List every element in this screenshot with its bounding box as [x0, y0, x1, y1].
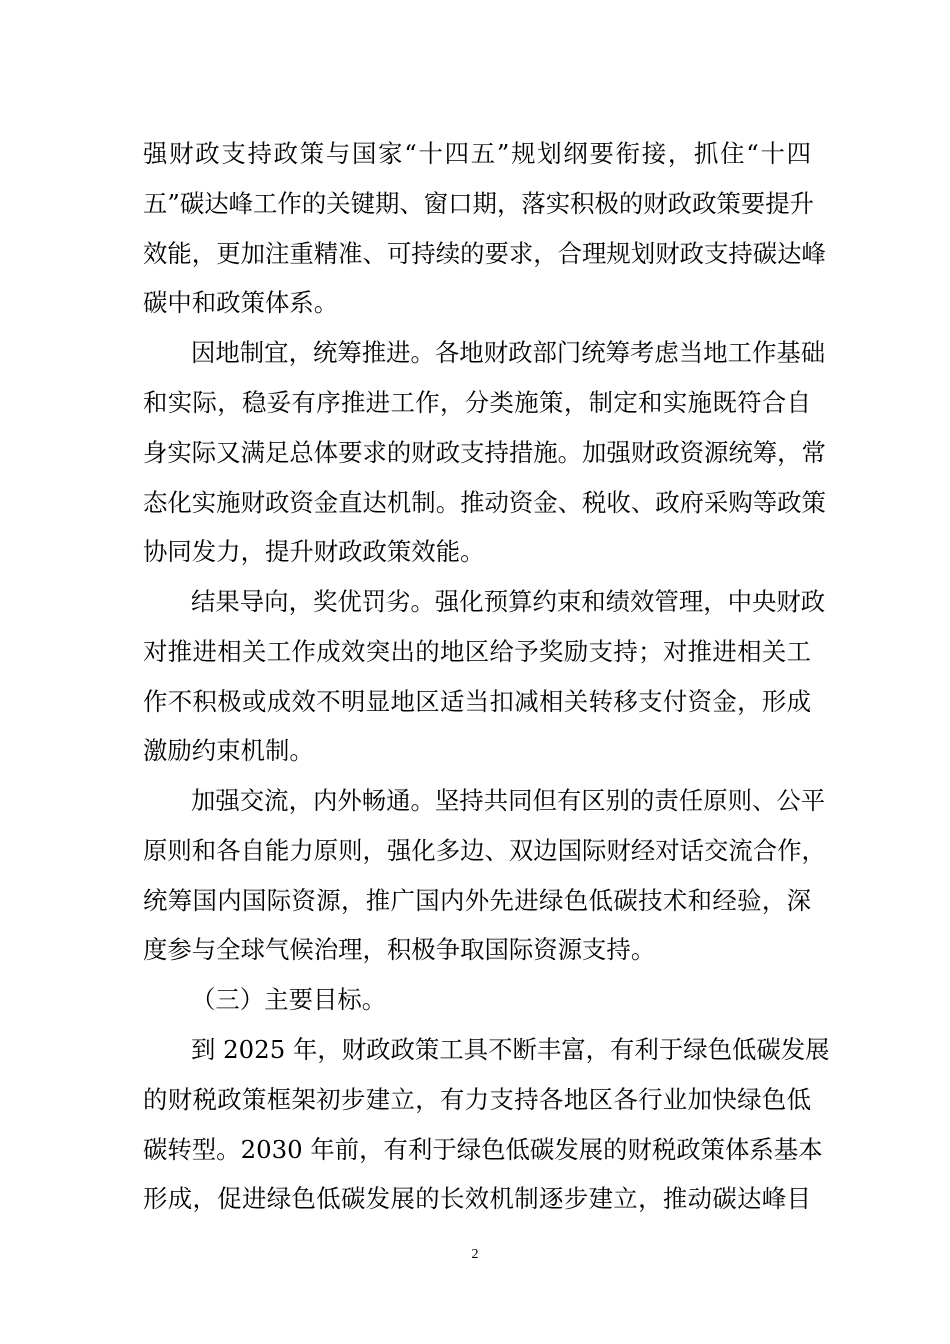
text-line: 强财政支持政策与国家“十四五”规划纲要衔接，抓住“十四: [143, 139, 811, 168]
section-heading: （三）主要目标。: [191, 985, 387, 1014]
text-line: 激励约束机制。: [143, 736, 314, 765]
text-line: 对推进相关工作成效突出的地区给予奖励支持；对推进相关工: [143, 637, 811, 666]
text-line: 到 2025 年，财政政策工具不断丰富，有利于绿色低碳发展: [191, 1035, 830, 1064]
text-line: 结果导向，奖优罚劣。强化预算约束和绩效管理，中央财政: [191, 587, 826, 616]
text-line: 身实际又满足总体要求的财政支持措施。加强财政资源统筹，常: [143, 438, 826, 467]
text-line: 碳中和政策体系。: [143, 288, 339, 317]
text-line: 碳转型。2030 年前，有利于绿色低碳发展的财税政策体系基本: [143, 1135, 823, 1164]
text-line: 作不积极或成效不明显地区适当扣减相关转移支付资金，形成: [143, 687, 811, 716]
text-line: 态化实施财政资金直达机制。推动资金、税收、政府采购等政策: [143, 488, 826, 517]
text-line: 加强交流，内外畅通。坚持共同但有区别的责任原则、公平: [191, 786, 826, 815]
text-line: 原则和各自能力原则，强化多边、双边国际财经对话交流合作，: [143, 836, 826, 865]
text-line: 效能，更加注重精准、可持续的要求，合理规划财政支持碳达峰: [143, 239, 826, 268]
text-line: 因地制宜，统筹推进。各地财政部门统筹考虑当地工作基础: [191, 338, 826, 367]
text-line: 协同发力，提升财政政策效能。: [143, 537, 485, 566]
text-line: 的财税政策框架初步建立，有力支持各地区各行业加快绿色低: [143, 1085, 811, 1114]
text-line: 五”碳达峰工作的关键期、窗口期，落实积极的财政政策要提升: [143, 189, 815, 218]
text-line: 和实际，稳妥有序推进工作，分类施策，制定和实施既符合自: [143, 388, 811, 417]
text-line: 度参与全球气候治理，积极争取国际资源支持。: [143, 935, 656, 964]
page-number: 2: [471, 1247, 479, 1262]
text-line: 统筹国内国际资源，推广国内外先进绿色低碳技术和经验，深: [143, 886, 811, 915]
text-line: 形成，促进绿色低碳发展的长效机制逐步建立，推动碳达峰目: [143, 1184, 811, 1213]
